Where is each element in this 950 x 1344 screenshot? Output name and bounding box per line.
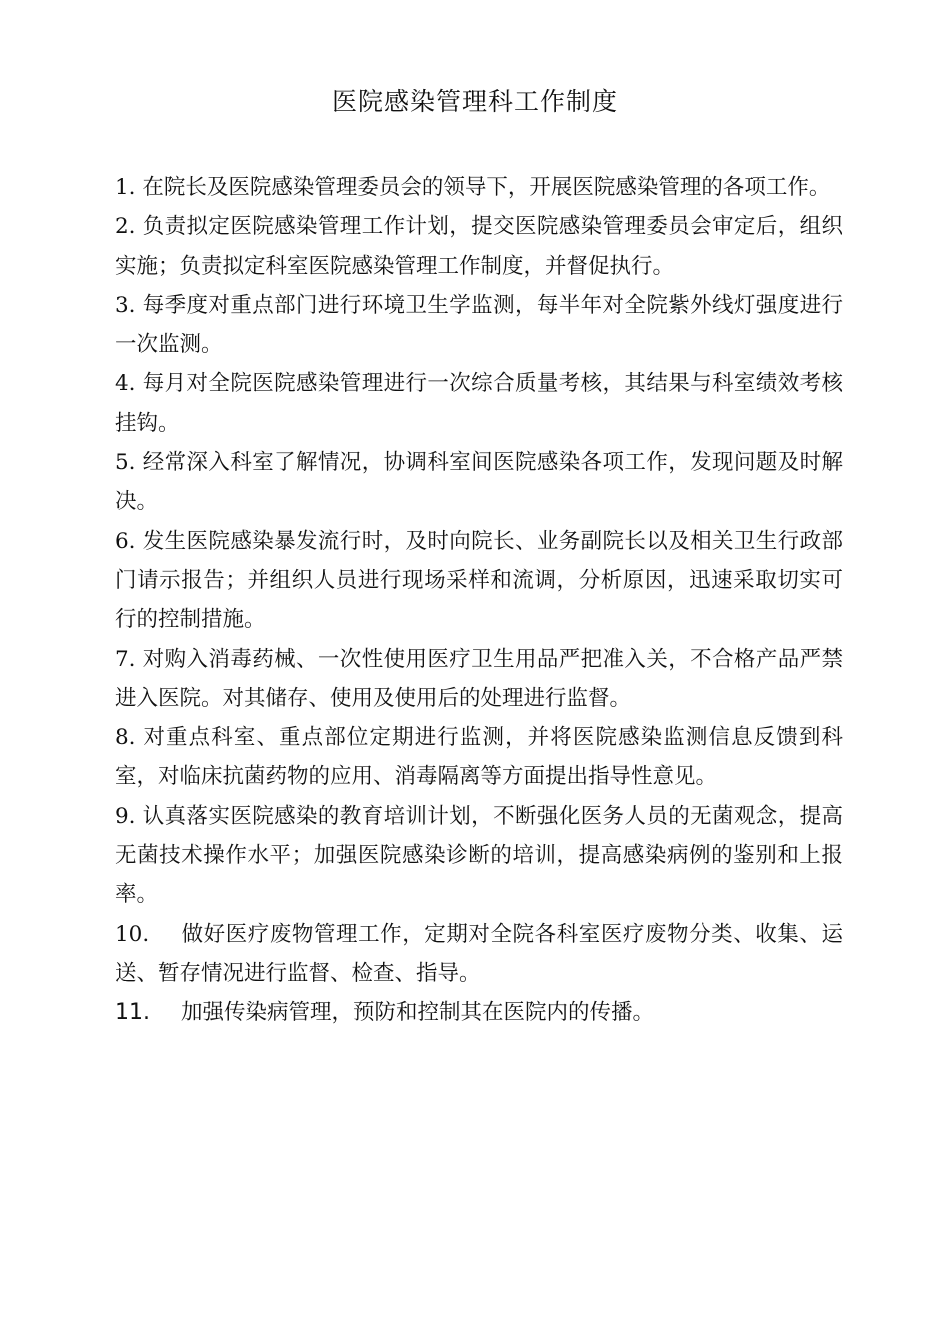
- list-item: [115, 915, 843, 994]
- item-text: 每季度对重点部门进行环境卫生学监测，每半年对全院紫外线灯强度进行一次监测。: [115, 292, 843, 358]
- item-number: 8.: [115, 725, 136, 751]
- item-number: 11.: [115, 1000, 150, 1026]
- list-item: [115, 797, 843, 915]
- item-number: 3.: [115, 292, 136, 318]
- item-text: 做好医疗废物管理工作，定期对全院各科室医疗废物分类、收集、运送、暂存情况进行监督、检查、指导。: [115, 921, 843, 986]
- list-item: [115, 443, 843, 522]
- item-text: 发生医院感染暴发流行时，及时向院长、业务副院长以及相关卫生行政部门请示报告；并组织人员进行现场采样和流调，分析原因，迅速采取切实可行的控制措施。: [115, 528, 843, 633]
- list-item: [115, 718, 843, 797]
- item-number: 10.: [115, 921, 150, 947]
- item-number: 9.: [115, 803, 136, 829]
- item-text: 负责拟定医院感染管理工作计划，提交医院感染管理委员会审定后，组织实施；负责拟定科室医院感染管理工作制度，并督促执行。: [115, 214, 843, 279]
- list-item: [115, 364, 843, 443]
- list-item: [115, 207, 843, 286]
- list-item: [115, 640, 843, 719]
- item-text: 对购入消毒药械、一次性使用医疗卫生用品严把准入关，不合格产品严禁进入医院。对其储存、使用及使用后的处理进行监督。: [115, 646, 843, 711]
- item-text: 认真落实医院感染的教育培训计划，不断强化医务人员的无菌观念，提高无菌技术操作水平；加强医院感染诊断的培训，提高感染病例的鉴别和上报率。: [115, 803, 843, 908]
- item-text: 经常深入科室了解情况，协调科室间医院感染各项工作，发现问题及时解决。: [115, 450, 843, 515]
- item-number: 4.: [115, 371, 136, 397]
- item-text: 每月对全院医院感染管理进行一次综合质量考核，其结果与科室绩效考核挂钩。: [115, 371, 843, 436]
- item-number: 5.: [115, 450, 136, 476]
- list-item: [115, 522, 843, 640]
- list-item: [115, 286, 843, 365]
- item-number: 2.: [115, 214, 136, 240]
- item-number: 6.: [115, 528, 136, 554]
- regulation-list: [115, 168, 843, 1033]
- item-number: 7.: [115, 646, 136, 672]
- document-title: 医院感染管理科工作制度: [331, 87, 618, 116]
- item-text: 在院长及医院感染管理委员会的领导下，开展医院感染管理的各项工作。: [142, 175, 831, 200]
- item-text: 对重点科室、重点部位定期进行监测，并将医院感染监测信息反馈到科室，对临床抗菌药物的应用、消毒隔离等方面提出指导性意见。: [115, 725, 843, 790]
- list-item: [115, 168, 843, 207]
- item-number: 1.: [115, 175, 136, 200]
- item-text: 加强传染病管理，预防和控制其在医院内的传播。: [181, 1000, 655, 1026]
- list-item: [115, 993, 843, 1032]
